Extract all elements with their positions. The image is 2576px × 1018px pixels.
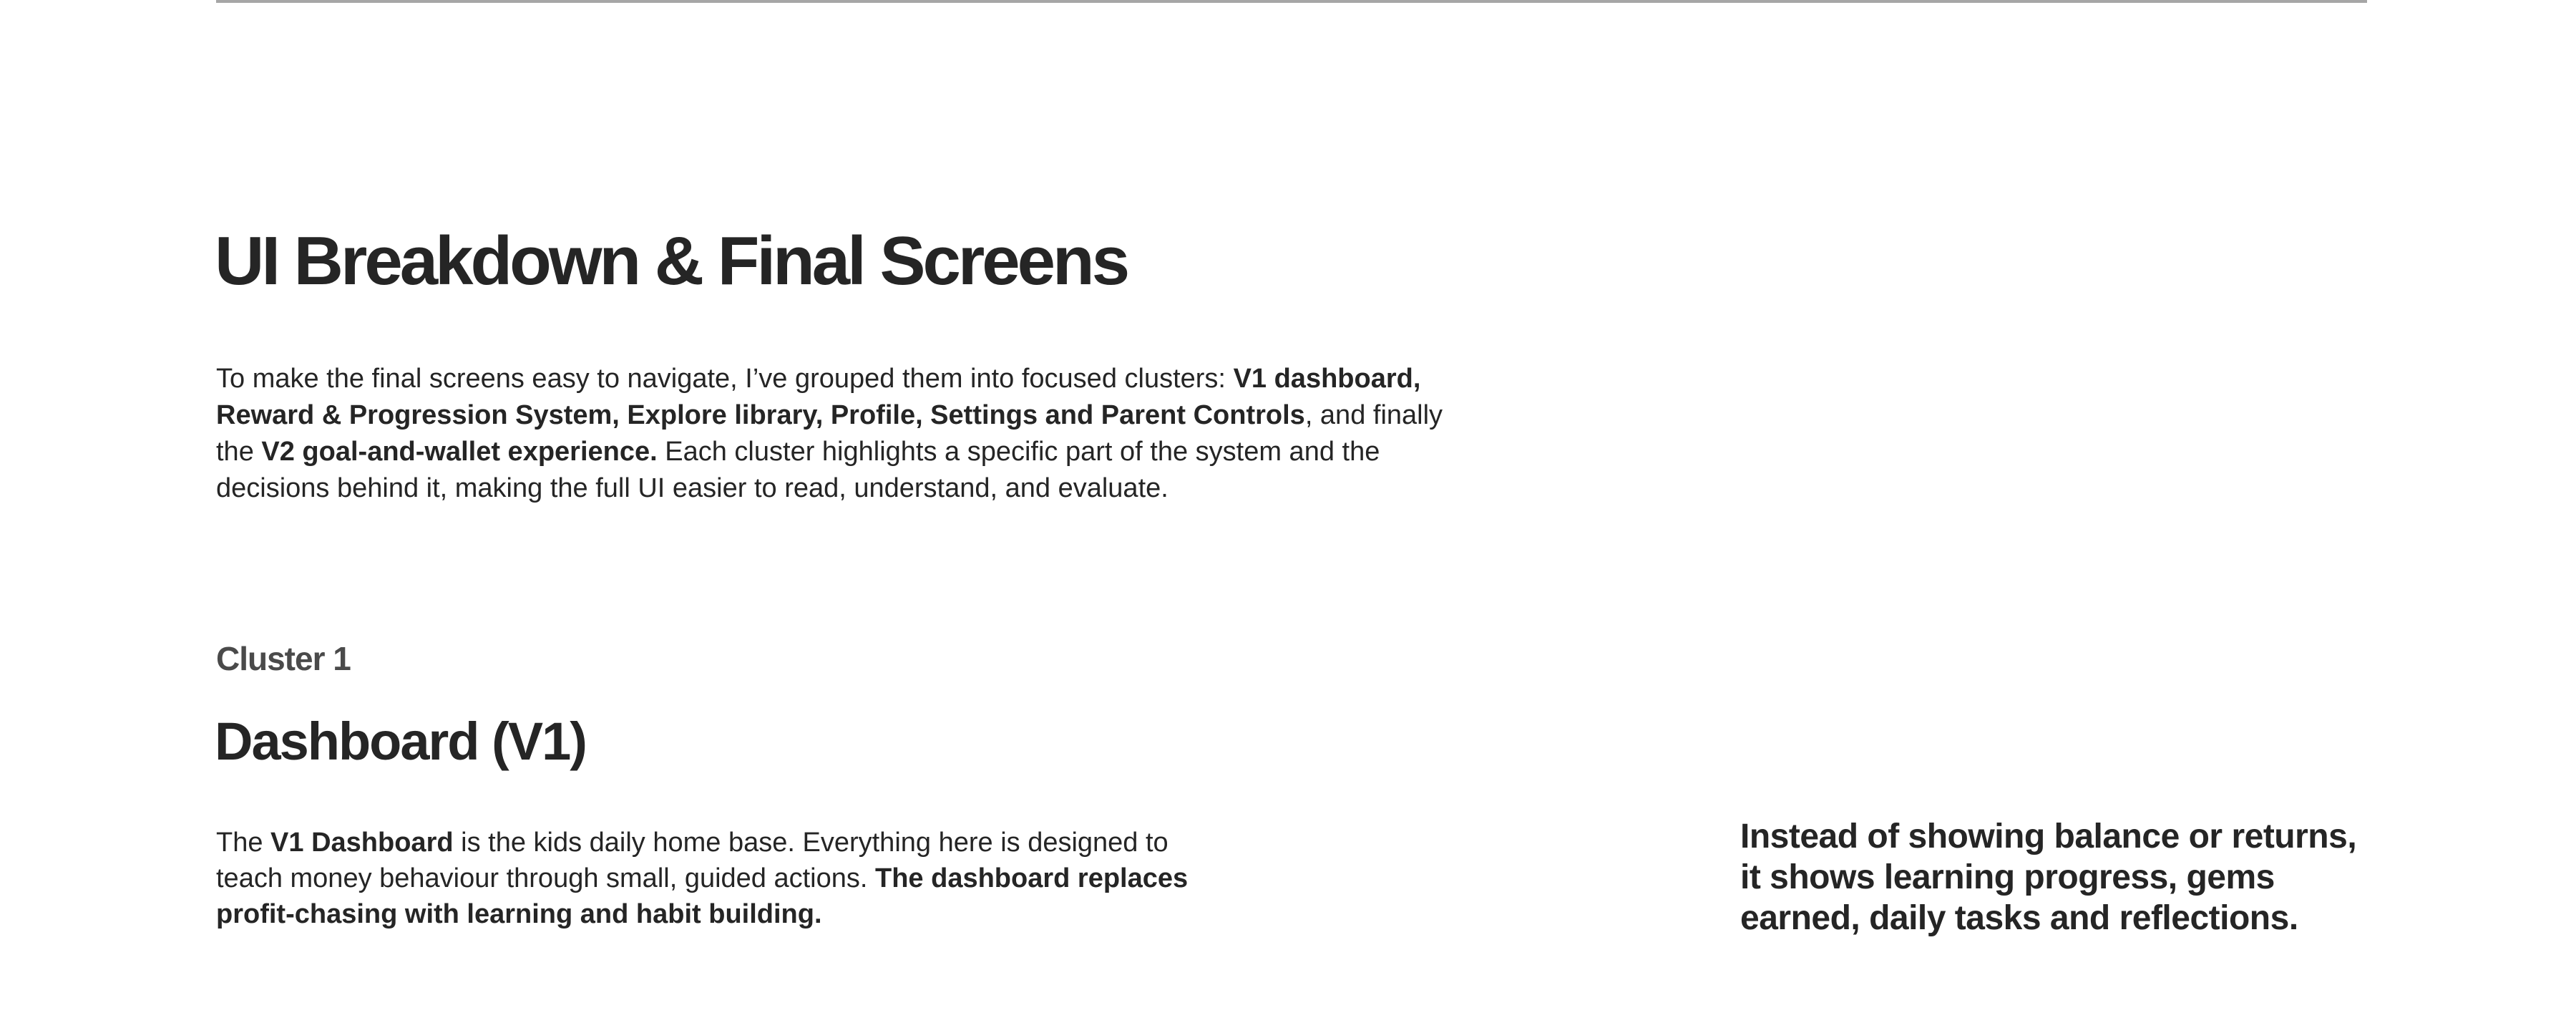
desc-highlight-summary: The dashboard replaces profit-chasing with learning and habit building. <box>216 863 1189 929</box>
desc-text: is the kids daily home base. Everything here is designed to teach money behaviour through small, guided actions. <box>216 828 1169 893</box>
intro-v2-highlight: V2 goal-and-wallet experience. <box>261 437 658 467</box>
section-description <box>216 825 1218 932</box>
top-divider <box>216 0 2367 3</box>
desc-highlight-v1: V1 Dashboard <box>270 828 454 858</box>
desc-text: The <box>216 828 271 858</box>
intro-clusters-list: V1 dashboard, Reward & Progression System, Explore library, Profile, Settings and Parent Controls <box>216 364 1421 430</box>
intro-text: , and finally the <box>216 400 1443 467</box>
cluster-label: Cluster 1 <box>216 640 351 677</box>
intro-text: To make the final screens easy to navigate, I’ve grouped them into focused clusters: <box>216 364 1234 394</box>
intro-text: Each cluster highlights a specific part of the system and the decisions behind it, making the full UI easier to read, understand, and evaluate. <box>216 437 1380 503</box>
section-title: Dashboard (V1) <box>215 712 586 771</box>
intro-paragraph <box>216 361 1475 507</box>
callout-text: Instead of showing balance or returns, it shows learning progress, gems earned, daily tasks and reflections. <box>1740 818 2357 937</box>
page-title: UI Breakdown & Final Screens <box>215 223 1128 299</box>
